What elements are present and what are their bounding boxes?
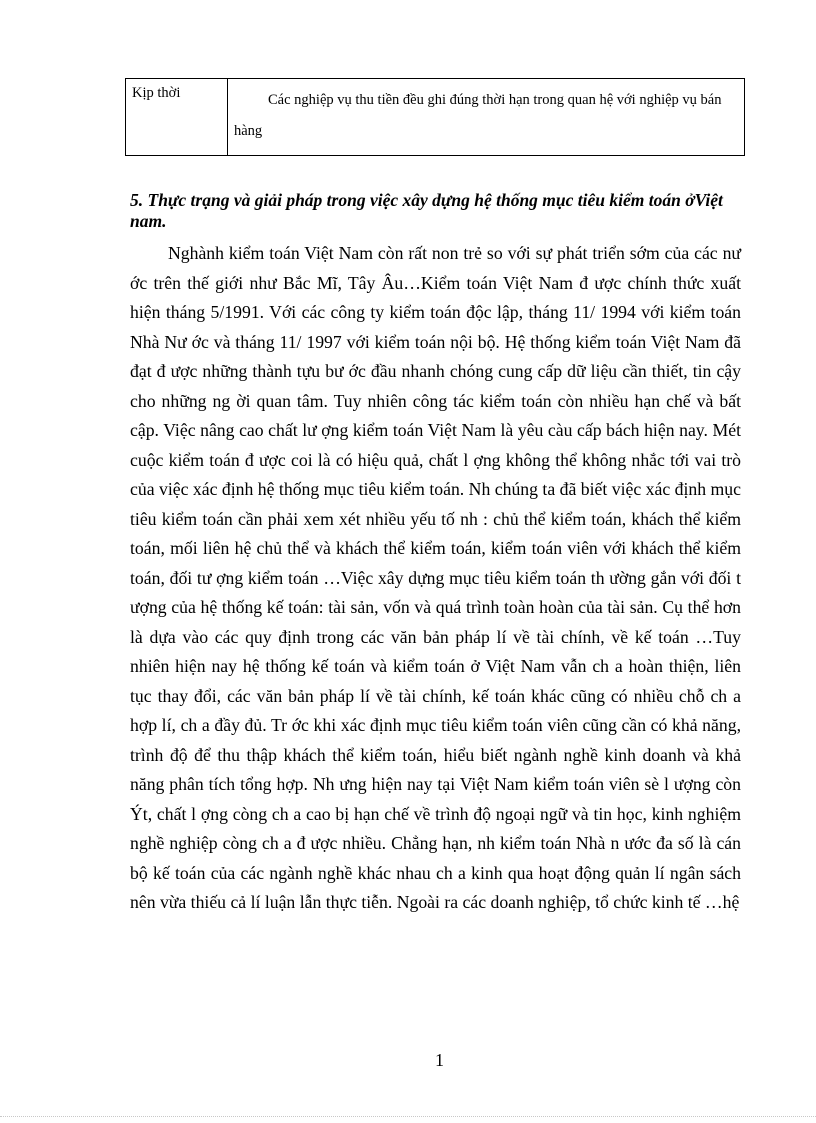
page-bottom-border xyxy=(0,1116,816,1117)
table-cell-label: Kịp thời xyxy=(126,79,228,156)
paragraph: Nghành kiểm toán Việt Nam còn rất non trẻ so với sự phát triển sớm của các nư ớc trên thế giới như Bắc Mĩ, Tây Âu…Kiểm toán Việt Nam đ ược chính thức xuất hiện tháng 5/1991. Với các công ty kiểm toán độc lập, tháng 11/ 1994 với kiểm toán Nhà Nư ớc và tháng 11/ 1997 với kiểm toán nội bộ. Hệ thống kiểm toán Việt Nam đã đạt đ ược những thành tựu bư ớc đầu nhanh chóng cung cấp dữ liệu cần thiết, tin cậy cho những ng ời quan tâm. Tuy nhiên công tác kiểm toán còn nhiều hạn chế và bất cập. Việc nâng cao chất lư ợng kiểm toán Việt Nam là yêu càu cấp bách hiện nay. Mét cuộc kiểm toán đ ược coi là có hiệu quả, chất l ợng không thể không nhắc tới vai trò của việc xác định hệ thống mục tiêu kiểm toán. Nh chúng ta đã biết việc xác định mục tiêu kiểm toán cần phải xem xét nhiều yếu tố nh : chủ thể kiểm toán, khách thể kiểm toán, mối liên hệ chủ thể và khách thể kiểm toán, kiểm toán viên với khách thể kiểm toán, đối tư ợng kiểm toán …Việc xây dựng mục tiêu kiểm toán th ường gắn với đối t ượng của hệ thống kế toán: tài sản, vốn và quá trình toàn hoàn của tài sản. Cụ thể hơn là dựa vào các quy định trong các văn bản pháp lí về tài chính, về kế toán …Tuy nhiên hiện nay hệ thống kế toán và kiểm toán ở Việt Nam vẫn ch a hoàn thiện, liên tục thay đổi, các văn bản pháp lí về tài chính, kế toán khác cũng có nhiều chỗ ch a hợp lí, ch a đầy đủ. Tr ớc khi xác định mục tiêu kiểm toán viên cũng cần có khả năng, trình độ để thu thập khách thể kiểm toán, hiểu biết ngành nghề kinh doanh và khả năng phân tích tổng hợp. Nh ưng hiện nay tại Việt Nam kiểm toán viên sè l ượng còn Ýt, chất l ợng còng ch a cao bị hạn chế về trình độ ngoại ngữ và tin học, kinh nghiệm nghề nghiệp còng ch a đ ược nhiều. Chẳng hạn, nh kiểm toán Nhà n ước đa số là cán bộ kế toán của các ngành nghề khác nhau ch a kinh qua hoạt động quản lí ngân sách nên vừa thiếu cả lí luận lẫn thực tiễn. Ngoài ra các doanh nghiệp, tổ chức kinh tế …hệ xyxy=(130,243,741,912)
section-heading: 5. Thực trạng và giải pháp trong việc xây dựng hệ thống mục tiêu kiểm toán ởViệt nam. xyxy=(130,190,723,231)
body-text xyxy=(130,239,741,918)
page-number-text: 1 xyxy=(435,1050,444,1070)
table-row xyxy=(126,79,745,156)
criteria-table xyxy=(125,78,745,156)
table-cell-content: Các nghiệp vụ thu tiền đều ghi đúng thời hạn trong quan hệ với nghiệp vụ bán hàng xyxy=(228,79,745,156)
